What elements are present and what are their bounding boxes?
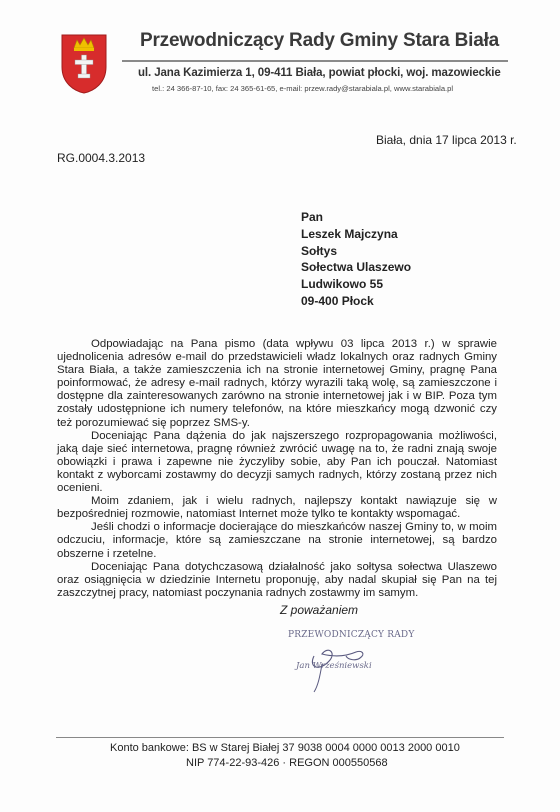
body-paragraph: Jeśli chodzi o informacje docierające do mieszkańców naszej Gminy to, w moim odczuciu, informacje, które są zamieszczane na stronie internetowej, są bardzo obszerne i rzetelne. [57, 521, 497, 560]
closing-salutation: Z poważaniem [280, 603, 359, 617]
reference-number: RG.0004.3.2013 [57, 151, 146, 165]
crown-icon [74, 38, 94, 51]
bank-account: Konto bankowe: BS w Starej Białej 37 9038 0004 0000 0013 2000 0010 [110, 742, 460, 754]
footer-divider [56, 737, 504, 738]
body-paragraph: Doceniając Pana dążenia do jak najszerszego rozpropagowania możliwości, jaką daje sieć internetowa, pragnę również zwrócić uwagę na to, że radni znają swoje obowiązki i prawa i zapewne nie życzyliby sobie, aby Pan ich pouczał. Natomiast kontakt z wyborcami zostawmy do decyzji samych radnych, którzy zostaną przez nich ocenieni. [57, 429, 497, 495]
office-title: Przewodniczący Rady Gminy Stara Biała [140, 30, 500, 51]
body-paragraph: Doceniając Pana dotychczasową działalność jako sołtysa sołectwa Ulaszewo oraz osiągnięcia w dziedzinie Internetu proponuję, aby nadal skupiał się Pan na tej zaszczytnej pracy, natomiast poczynania radnych zostawmy im samym. [57, 560, 497, 599]
recipient-line: 09-400 Płock [301, 294, 374, 308]
office-address: ul. Jana Kazimierza 1, 09-411 Biała, powiat płocki, woj. mazowieckie [138, 67, 501, 79]
stamp-name: Jan Wrześniewski [296, 661, 372, 671]
body-paragraph: Odpowiadając na Pana pismo (data wpływu 03 lipca 2013 r.) w sprawie ujednolicenia adresów e-mail do przedstawicieli władz lokalnych oraz radnych Gminy Stara Biała, a także zamieszczenia ich na stronie internetowej Gminy, pragnę Pana poinformować, że adresy e-mail radnych, którzy wyrazili taką wolę, są zamieszczone i dostępne dla zainteresowanych zarówno na stronie internetowej jak i w BIP. Poza tym zostały udostępnione ich numery telefonów, na które mieszkańcy mogą dzwonić czy też porozumiewać się poprzez SMS-y. [57, 338, 497, 429]
place-date: Biała, dnia 17 lipca 2013 r. [376, 133, 517, 147]
recipient-line: Pan [301, 210, 324, 224]
body-paragraph: Moim zdaniem, jak i wielu radnych, najlepszy kontakt nawiązuje się w bezpośredniej rozmowie, natomiast Internet może tylko te kontakty wspomagać. [57, 495, 497, 521]
crest-logo [60, 33, 108, 95]
office-contact: tel.: 24 366-87-10, fax: 24 365-61-65, e-mail: przew.rady@starabiala.pl, www.starabiala.pl [152, 84, 454, 93]
recipient-line: Ludwikowo 55 [301, 277, 384, 291]
recipient-line: Sołectwa Ulaszewo [301, 260, 412, 274]
recipient-line: Leszek Majczyna [301, 227, 398, 241]
stamp-office: PRZEWODNICZĄCY RADY [288, 630, 415, 640]
letter-body [57, 338, 497, 600]
header-divider [122, 60, 508, 62]
tax-ids: NIP 774-22-93-426 · REGON 000550568 [186, 757, 388, 769]
recipient-line: Sołtys [301, 244, 338, 258]
